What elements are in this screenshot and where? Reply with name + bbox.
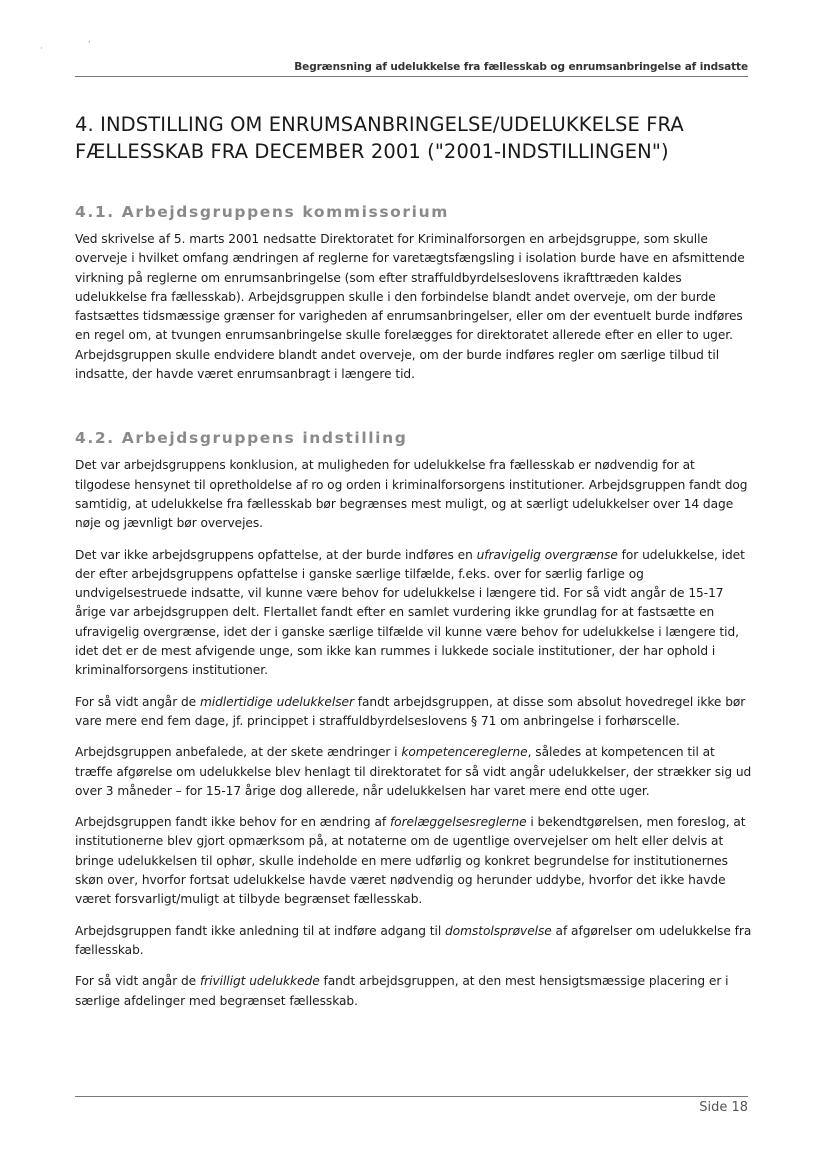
- emphasis: midlertidige udelukkelser: [199, 694, 354, 709]
- emphasis: frivilligt udelukkede: [199, 974, 320, 989]
- page-number: Side 18: [699, 1100, 748, 1115]
- running-header: Begrænsning af udelukkelse fra fællesskab og enrumsanbringelse af indsatte: [75, 61, 748, 77]
- footer-rule: [75, 1096, 748, 1097]
- emphasis: domstolsprøvelse: [445, 923, 552, 938]
- paragraph: Arbejdsgruppen fandt ikke behov for en ændring af forelæggelsesreglerne i bekendtgørelsen, men foreslog, at institutionerne blev gjort opmærksom på, at notaterne om de ugentlige overvejelser om helt eller delvis at bringe udelukkelsen til ophør, skulle indeholde en mere udførlig og konkret begrundelse for institutionernes skøn over, hvorfor fortsat udelukkelse havde været nødvendig og herunder uddybe, hvorfor det ikke havde været forsvarligt/muligt at tilbyde begrænset fællesskab.: [75, 815, 746, 907]
- page-content: [75, 111, 753, 1023]
- paragraph: Det var arbejdsgruppens konklusion, at muligheden for udelukkelse fra fællesskab er nødvendig for at tilgodese hensynet til opretholdelse af ro og orden i kriminalforsorgens institutioner. Arbejdsgruppen fandt dog samtidig, at udelukkelse fra fællesskab bør begrænses mest muligt, og at særligt udelukkelser over 14 dage nøje og jævnligt bør overvejes.: [75, 458, 748, 531]
- section-title-kommissorium: 4.1. Arbejdsgruppens kommissorium: [75, 203, 449, 221]
- section-title-indstilling: 4.2. Arbejdsgruppens indstilling: [75, 429, 408, 448]
- paragraph: Ved skrivelse af 5. marts 2001 nedsatte Direktoratet for Kriminalforsorgen en arbejdsgruppe, som skulle overveje i hvilket omfang ændringen af reglerne for varetægtsfængsling i isolation burde have en afsmittende virkning på reglerne om enrumsanbringelse (som efter straffuldbyrdelseslovens ikrafttræden kaldes udelukkelse fra fællesskab). Arbejdsgruppen skulle i den forbindelse blandt andet overveje, om der burde fastsættes tidsmæssige grænser for varigheden af enrumsanbringelser, eller om der eventuelt burde indføres en regel om, at tvungen enrumsanbringelse skulle forelægges for direktoratet allerede efter en eller to uger. Arbejdsgruppen skulle endvidere blandt andet overveje, om der burde indføres regler om særlige tilbud til indsatte, der havde været enrumsanbragt i længere tid.: [75, 232, 745, 382]
- emphasis: forelæggelsesreglerne: [389, 815, 527, 830]
- scan-speck: ·: [40, 44, 43, 54]
- paragraph: For så vidt angår de frivilligt udelukkede fandt arbejdsgruppen, at den mest hensigtsmæssige placering er i særlige afdelinger med begrænset fællesskab.: [75, 974, 729, 1008]
- emphasis: ufravigelig overgrænse: [476, 547, 618, 562]
- emphasis: kompetencereglerne: [401, 745, 528, 760]
- paragraph: For så vidt angår de midlertidige udelukkelser fandt arbejdsgruppen, at disse som absolut hovedregel ikke bør vare mere end fem dage, jf. princippet i straffuldbyrdelseslovens § 71 om anbringelse i forhørscelle.: [75, 694, 746, 728]
- paragraph: Arbejdsgruppen anbefalede, at der skete ændringer i kompetencereglerne, således at kompetencen til at træffe afgørelse om udelukkelse blev henlagt til direktoratet for så vidt angår udelukkelser, der strækker sig ud over 3 måneder – for 15-17 årige dog allerede, når udelukkelsen har varet mere end otte uger.: [75, 745, 752, 798]
- paragraph: Arbejdsgruppen fandt ikke anledning til at indføre adgang til domstolsprøvelse af afgørelser om udelukkelse fra fællesskab.: [75, 923, 752, 957]
- scan-speck: ‘: [88, 40, 91, 50]
- paragraph: Det var ikke arbejdsgruppens opfattelse, at der burde indføres en ufravigelig overgrænse for udelukkelse, idet der efter arbejdsgruppens opfattelse i ganske særlige tilfælde, f.eks. over for særlig farlige og undvigelsestruede indsatte, vil kunne være behov for udelukkelse i længere tid. For så vidt angår de 15-17 årige var arbejdsgruppen delt. Flertallet fandt efter en samlet vurdering ikke grundlag for at fastsætte en ufravigelig overgrænse, idet der i ganske særlige tilfælde vil kunne være behov for udelukkelse i længere tid, idet det er de mest afvigende unge, som ikke kan rummes i lukkede sociale institutioner, der har ophold i kriminalforsorgens institutioner.: [75, 547, 745, 678]
- chapter-title: 4. INDSTILLING OM ENRUMSANBRINGELSE/UDELUKKELSE FRA FÆLLESSKAB FRA DECEMBER 2001 ("2001-INDSTILLINGEN"): [75, 113, 684, 163]
